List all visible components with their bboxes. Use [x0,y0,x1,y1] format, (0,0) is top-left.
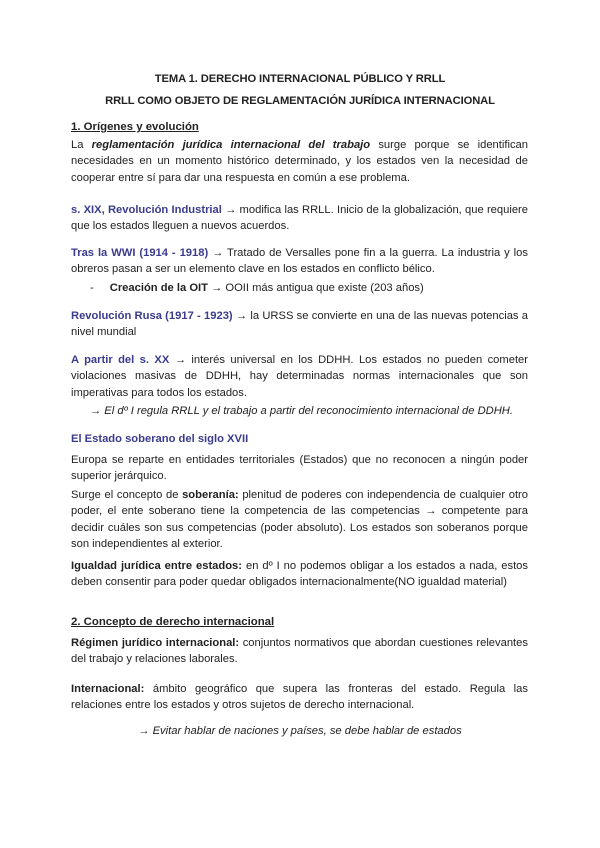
paragraph-sovereignty [71,487,528,553]
paragraph-xx-century [71,352,528,401]
oit-text: → OOII más antigua que existe (203 años) [207,282,424,294]
list-item-oit [90,280,424,296]
industrial-revolution-label: s. XIX, Revolución Industrial [71,204,222,216]
section-heading-origins: 1. Orígenes y evolución [71,121,199,133]
xx-century-label: A partir del s. XX [71,354,170,366]
international-text: ámbito geográfico que supera las fronteras del estado. Regula las relaciones entre los estados y otros sujetos de derecho internacional. [71,683,528,712]
industrial-revolution-text: → modifica las RRLL. Inicio de la globalización, que requiere que los estados lleguen a nuevos acuerdos. [71,204,528,233]
sovereign-state-heading: El Estado soberano del siglo XVII [71,433,249,445]
russian-revolution-label: Revolución Rusa (1917 - 1923) [71,310,233,322]
legal-equality-text: en dº I no podemos obligar a los estados a nada, estos deben consentir para poder quedar obligados internacionalmente(NO igualdad material) [71,560,529,589]
list-dash: - [90,282,94,294]
note-states: → Evitar hablar de naciones y países, se debe hablar de estados [138,725,462,737]
sovereignty-term: soberanía: [182,489,239,501]
wwi-text: → Tratado de Versalles pone fin a la guerra. La industria y los obreros pasan a ser un elemento clave en los estados en conflicto bélico. [71,247,528,276]
paragraph-intro [71,137,528,186]
sovereignty-text-start: Surge el concepto de [71,489,183,501]
document-subtitle: RRLL COMO OBJETO DE REGLAMENTACIÓN JURÍDICA INTERNACIONAL [105,95,495,107]
note-ddhh: → El dº I regula RRLL y el trabajo a partir del reconocimiento internacional de DDHH. [90,405,513,417]
legal-equality-term: Igualdad jurídica entre estados: [71,560,243,572]
section-heading-concept: 2. Concepto de derecho internacional [71,616,275,628]
intro-text-start: La [71,139,92,151]
paragraph-wwi [71,245,528,278]
legal-regime-text: conjuntos normativos que abordan cuestiones relevantes del trabajo y relaciones laborales. [71,637,528,666]
paragraph-legal-regime [71,635,528,668]
intro-text-end: surge porque se identifican necesidades en un momento histórico determinado, y los estados ven la necesidad de cooperar entre sí para dar una respuesta en común a ese problema. [71,139,528,184]
oit-label: Creación de la OIT [109,282,208,294]
international-term: Internacional: [71,683,145,695]
intro-emphasis: reglamentación jurídica internacional del trabajo [91,139,371,151]
paragraph-industrial-revolution [71,202,528,235]
russian-revolution-text: → la URSS se convierte en una de las nuevas potencias a nivel mundial [71,310,529,339]
paragraph-europe: Europa se reparte en entidades territoriales (Estados) que no reconocen a ningún poder superior jerárquico. [71,454,528,483]
paragraph-russian-revolution [71,308,528,341]
wwi-label: Tras la WWI (1914 - 1918) [71,247,209,259]
paragraph-international [71,681,528,714]
document-title: TEMA 1. DERECHO INTERNACIONAL PÚBLICO Y RRLL [154,73,446,85]
paragraph-legal-equality [71,558,528,591]
xx-century-text: → interés universal en los DDHH. Los estados no pueden cometer violaciones masivas de DDHH, hay determinadas normas internacionales que son imperativas para todos los estados. [71,354,528,399]
legal-regime-term: Régimen jurídico internacional: [71,637,240,649]
sovereignty-text-end: plenitud de poderes con independencia de cualquier otro poder, el ente soberano tiene la competencia de las competencias → competente para decidir cuáles son sus competencias (poder absoluto). Los estados son soberanos porque son independientes al exterior. [71,489,528,551]
